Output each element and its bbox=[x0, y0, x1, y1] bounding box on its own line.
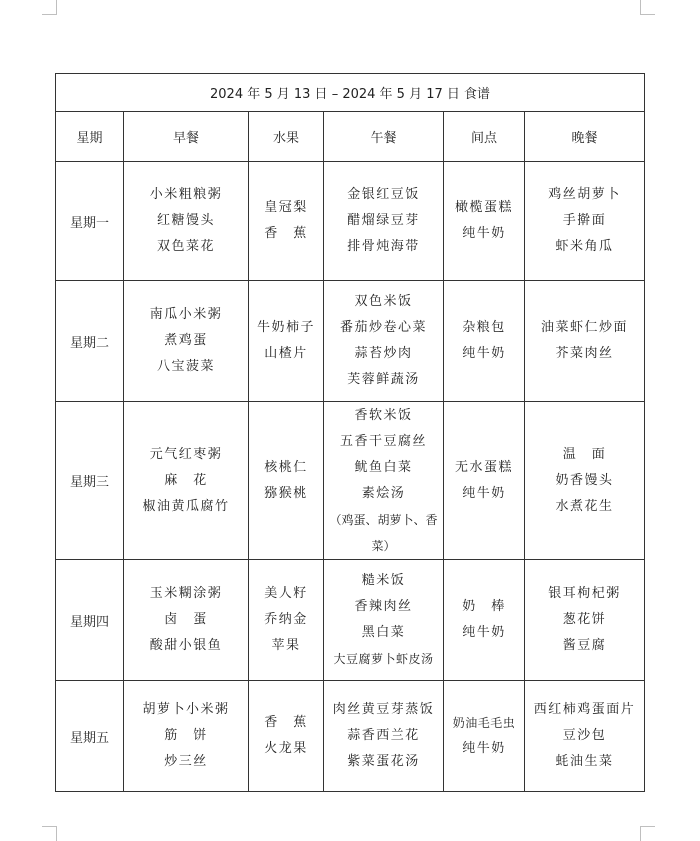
breakfast-cell bbox=[124, 681, 249, 792]
dish: 蒜香西兰花 bbox=[347, 728, 420, 743]
dish: 火龙果 bbox=[264, 741, 308, 756]
menu-table bbox=[55, 73, 645, 792]
dish: 酱豆腐 bbox=[562, 638, 607, 653]
dish: 南瓜小米粥 bbox=[149, 307, 223, 322]
dish: 纯牛奶 bbox=[462, 485, 506, 501]
dish: 小米粗粮粥 bbox=[149, 187, 223, 202]
dish: 乔纳金 bbox=[264, 612, 308, 627]
page-corner-mark bbox=[42, 826, 57, 841]
fruit-cell bbox=[249, 281, 324, 402]
dish: 元气红枣粥 bbox=[149, 446, 223, 462]
dish: 银耳枸杞粥 bbox=[548, 586, 621, 601]
page-corner-mark bbox=[640, 0, 655, 15]
dish: 鱿鱼白菜 bbox=[354, 459, 413, 475]
dish: 香 蕉 bbox=[264, 226, 308, 241]
day-cell: 星期二 bbox=[56, 281, 124, 402]
dish: 蚝油生菜 bbox=[555, 754, 614, 769]
dish: 无水蛋糕 bbox=[454, 459, 513, 475]
dish: 手擀面 bbox=[562, 213, 607, 228]
dish: 素烩汤 bbox=[361, 485, 406, 501]
dish: 西红柿鸡蛋面片 bbox=[533, 702, 636, 717]
breakfast-cell bbox=[124, 162, 249, 281]
dish: 番茄炒卷心菜 bbox=[339, 320, 427, 335]
dish: 五香干豆腐丝 bbox=[339, 433, 427, 449]
dish: 纯牛奶 bbox=[462, 625, 506, 640]
dinner-cell bbox=[525, 560, 645, 681]
breakfast-cell bbox=[124, 402, 249, 560]
dish: 大豆腐萝卜虾皮汤 bbox=[333, 652, 434, 666]
breakfast-cell bbox=[124, 560, 249, 681]
snack-cell bbox=[444, 281, 525, 402]
dish: 奶 棒 bbox=[462, 599, 506, 614]
dish: 卤 蛋 bbox=[164, 612, 208, 627]
table-row bbox=[56, 402, 645, 560]
day-cell: 星期四 bbox=[56, 560, 124, 681]
dish: 奶香馒头 bbox=[555, 472, 614, 488]
dish: 炒三丝 bbox=[164, 754, 208, 769]
fruit-cell bbox=[249, 681, 324, 792]
fruit-cell bbox=[249, 560, 324, 681]
header-breakfast: 早餐 bbox=[124, 112, 249, 162]
table-row bbox=[56, 162, 645, 281]
dish: 核桃仁 bbox=[264, 459, 308, 475]
dish: 筋 饼 bbox=[164, 728, 208, 743]
dish: 麻 花 bbox=[164, 472, 208, 488]
dish: 双色米饭 bbox=[354, 294, 413, 309]
dish: 香软米饭 bbox=[354, 407, 413, 423]
dish: 纯牛奶 bbox=[462, 346, 506, 361]
snack-cell bbox=[444, 162, 525, 281]
dish: 酸甜小银鱼 bbox=[149, 638, 223, 653]
dish: 煮鸡蛋 bbox=[164, 333, 208, 348]
dish: 葱花饼 bbox=[562, 612, 607, 627]
dish: 椒油黄瓜腐竹 bbox=[142, 498, 230, 514]
dish: 肉丝黄豆芽蒸饭 bbox=[332, 702, 435, 717]
header-dinner: 晚餐 bbox=[525, 112, 645, 162]
dish: 红糖馒头 bbox=[156, 213, 215, 228]
dinner-cell bbox=[525, 681, 645, 792]
dish: 芙蓉鲜蔬汤 bbox=[347, 372, 420, 387]
day-cell: 星期一 bbox=[56, 162, 124, 281]
dish-note: （鸡蛋、胡萝卜、香菜） bbox=[329, 512, 438, 553]
fruit-cell bbox=[249, 162, 324, 281]
dish: 豆沙包 bbox=[562, 728, 607, 743]
lunch-cell bbox=[324, 281, 444, 402]
snack-cell bbox=[444, 681, 525, 792]
dish: 油菜虾仁炒面 bbox=[541, 320, 629, 335]
menu-title: 2024 年 5 月 13 日 – 2024 年 5 月 17 日 食谱 bbox=[56, 74, 645, 112]
lunch-cell bbox=[324, 681, 444, 792]
table-row bbox=[56, 681, 645, 792]
dish: 香 蕉 bbox=[264, 715, 308, 730]
dish: 奶油毛毛虫 bbox=[452, 716, 516, 730]
dish: 温 面 bbox=[562, 446, 607, 462]
table-row bbox=[56, 560, 645, 681]
dish: 纯牛奶 bbox=[462, 741, 506, 756]
day-cell: 星期三 bbox=[56, 402, 124, 560]
page-corner-mark bbox=[640, 826, 655, 841]
dish: 糙米饭 bbox=[361, 573, 406, 588]
dish: 皇冠梨 bbox=[264, 200, 308, 215]
dish: 金银红豆饭 bbox=[347, 187, 420, 202]
header-row bbox=[56, 112, 645, 162]
page-corner-mark bbox=[42, 0, 57, 15]
dish: 醋熘绿豆芽 bbox=[347, 213, 420, 228]
header-snack: 间点 bbox=[444, 112, 525, 162]
dish: 胡萝卜小米粥 bbox=[142, 702, 230, 717]
dish: 玉米糊涂粥 bbox=[149, 586, 223, 601]
dinner-cell bbox=[525, 281, 645, 402]
lunch-cell bbox=[324, 162, 444, 281]
snack-cell bbox=[444, 560, 525, 681]
dish: 紫菜蛋花汤 bbox=[347, 754, 420, 769]
dish: 山楂片 bbox=[264, 346, 308, 361]
dish: 猕猴桃 bbox=[264, 485, 308, 501]
dish: 苹果 bbox=[271, 638, 301, 653]
dinner-cell bbox=[525, 162, 645, 281]
table-row bbox=[56, 281, 645, 402]
dish: 纯牛奶 bbox=[462, 226, 506, 241]
lunch-cell bbox=[324, 560, 444, 681]
dish: 橄榄蛋糕 bbox=[454, 200, 513, 215]
snack-cell bbox=[444, 402, 525, 560]
dish: 黑白菜 bbox=[361, 625, 406, 640]
dish: 美人籽 bbox=[264, 586, 308, 601]
lunch-cell bbox=[324, 402, 444, 560]
dish: 虾米角瓜 bbox=[555, 239, 614, 254]
dish: 双色菜花 bbox=[156, 239, 215, 254]
dinner-cell bbox=[525, 402, 645, 560]
dish: 杂粮包 bbox=[462, 320, 506, 335]
header-day: 星期 bbox=[56, 112, 124, 162]
breakfast-cell bbox=[124, 281, 249, 402]
dish: 香辣肉丝 bbox=[354, 599, 413, 614]
dish: 排骨炖海带 bbox=[347, 239, 420, 254]
dish: 鸡丝胡萝卜 bbox=[548, 187, 621, 202]
title-row bbox=[56, 74, 645, 112]
dish: 水煮花生 bbox=[555, 498, 614, 514]
day-cell: 星期五 bbox=[56, 681, 124, 792]
fruit-cell bbox=[249, 402, 324, 560]
dish: 牛奶柿子 bbox=[256, 320, 315, 335]
header-lunch: 午餐 bbox=[324, 112, 444, 162]
dish: 八宝菠菜 bbox=[156, 359, 215, 374]
header-fruit: 水果 bbox=[249, 112, 324, 162]
dish: 芥菜肉丝 bbox=[555, 346, 614, 361]
dish: 蒜苔炒肉 bbox=[354, 346, 413, 361]
